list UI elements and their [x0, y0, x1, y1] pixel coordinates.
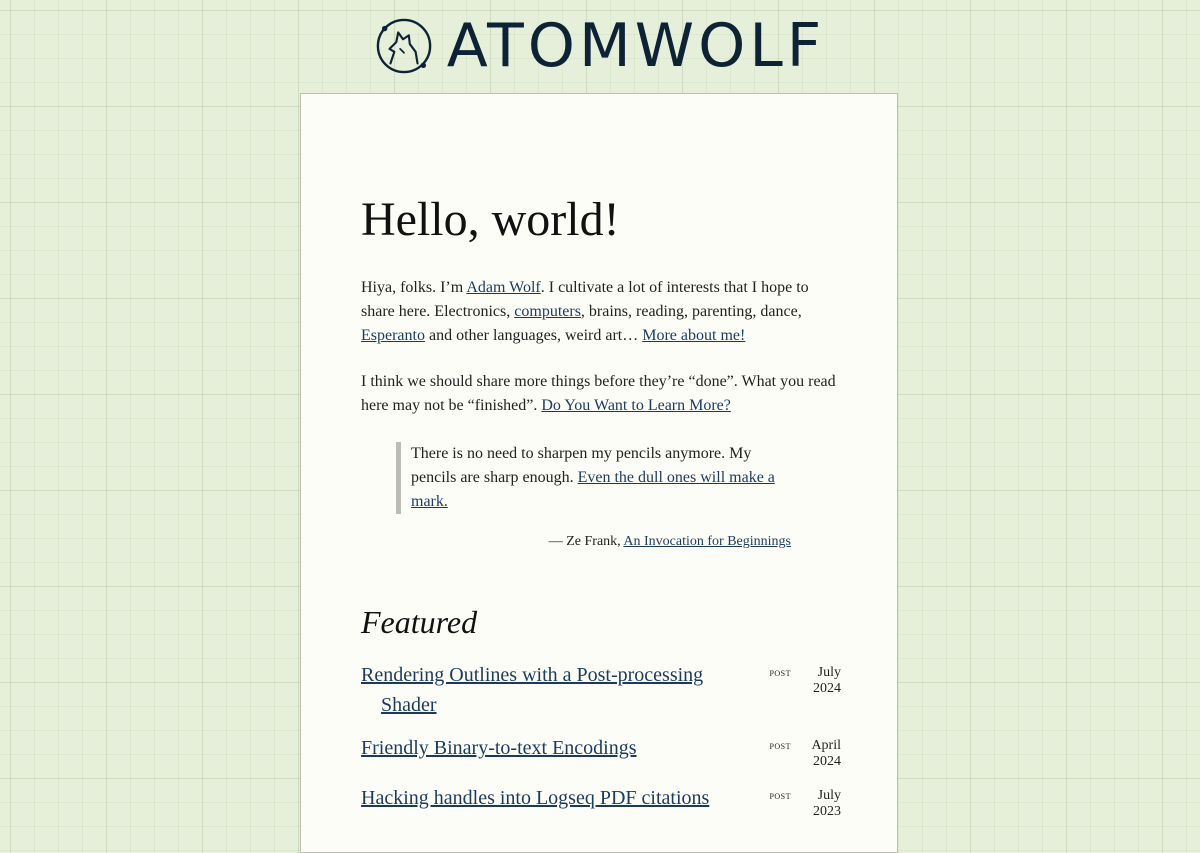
page-title: Hello, world!: [361, 193, 620, 246]
featured-post-link[interactable]: Rendering Outlines with a Post-processing Shader: [361, 664, 704, 716]
more-about-me-link[interactable]: More about me!: [642, 327, 746, 344]
site-title: ATOMWOLF: [446, 11, 826, 81]
featured-list: [361, 660, 841, 820]
post-type-label: post: [769, 740, 791, 752]
quote-text: There is no need to sharpen my pencils anymore. My pencils are sharp enough.: [411, 445, 752, 486]
post-date: April 2024: [811, 738, 841, 769]
site-header: [0, 11, 1200, 81]
esperanto-link[interactable]: Esperanto: [361, 327, 425, 344]
list-item: [361, 783, 841, 820]
intro-text-2: . I cultivate a lot of interests that I hope to share here. Electronics,: [361, 279, 809, 320]
home-logo-link[interactable]: [375, 11, 826, 81]
quote-attribution: [361, 534, 791, 550]
post-date: July 2023: [813, 788, 841, 819]
computers-link[interactable]: computers: [514, 303, 581, 320]
featured-post-link[interactable]: Hacking handles into Logseq PDF citations: [361, 787, 710, 809]
invocation-link[interactable]: An Invocation for Beginnings: [623, 534, 791, 549]
featured-heading: Featured: [361, 604, 478, 640]
adam-wolf-link[interactable]: Adam Wolf: [466, 279, 541, 296]
dull-pencils-link[interactable]: Even the dull ones will make a mark.: [411, 469, 775, 510]
list-item: [361, 660, 841, 720]
featured-post-link[interactable]: Friendly Binary-to-text Encodings: [361, 737, 637, 759]
intro-text-1: Hiya, folks. I’m: [361, 279, 467, 296]
learn-more-link[interactable]: Do You Want to Learn More?: [541, 397, 731, 414]
list-item: [361, 733, 841, 770]
attribution-prefix: — Ze Frank,: [548, 534, 624, 549]
sharing-text: I think we should share more things before they’re “done”. What you read here may not be “finished”.: [361, 373, 836, 414]
content-card: [300, 93, 898, 853]
sharing-paragraph: [361, 370, 841, 418]
post-date: July 2024: [813, 665, 841, 696]
post-type-label: post: [769, 667, 791, 679]
intro-text-3: , brains, reading, parenting, dance,: [580, 303, 802, 320]
main-content: [361, 190, 841, 833]
pull-quote: [396, 442, 791, 514]
intro-paragraph: [361, 276, 841, 348]
post-type-label: post: [769, 790, 791, 802]
intro-text-4: and other languages, weird art…: [424, 327, 643, 344]
wolf-howling-icon: [375, 17, 433, 75]
